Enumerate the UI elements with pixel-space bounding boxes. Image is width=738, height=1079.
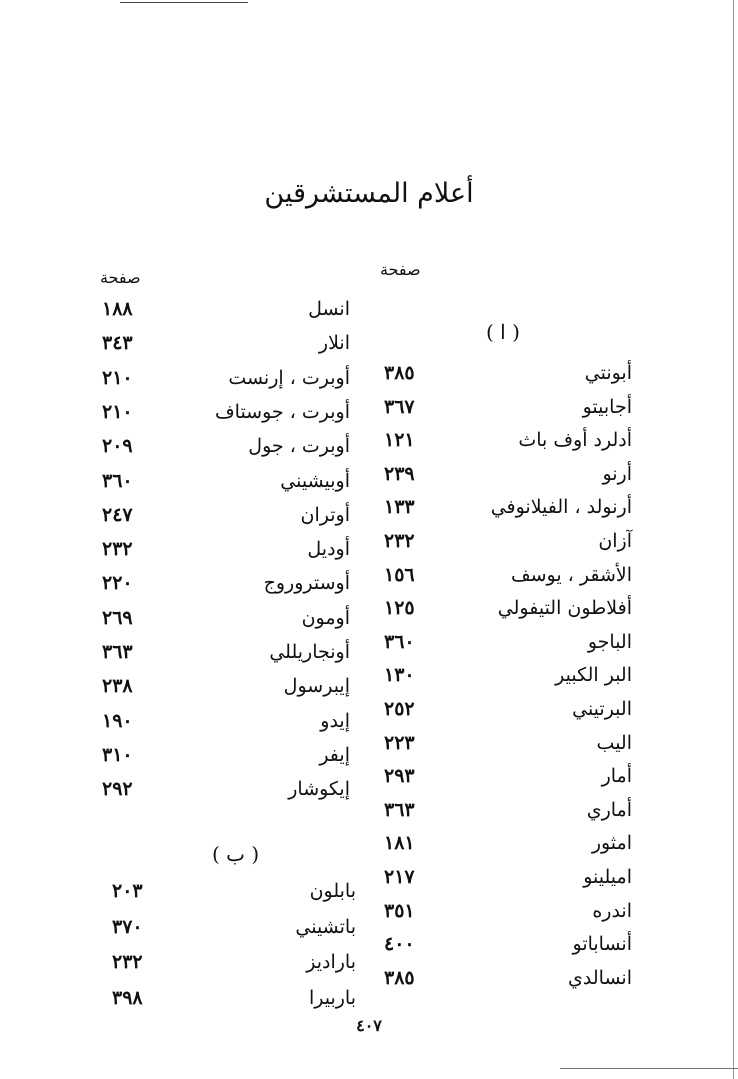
- right-column-entry-page: ١٣٠: [384, 664, 415, 687]
- right-column-entry-page: ٣٨٥: [384, 966, 415, 989]
- right-column-entry-page: ٣٨٥: [384, 362, 415, 384]
- scan-mark-top: [120, 2, 248, 3]
- right-column-entry-page: ٣٦٧: [384, 395, 415, 418]
- right-column-entry-name: البر الكبير: [555, 664, 632, 687]
- right-column-entry-name: البرتيني: [572, 698, 632, 720]
- left-column-a-entry-name: انلار: [318, 332, 350, 355]
- right-column-entry-name: اليب: [596, 731, 632, 754]
- right-column-entry-name: أجابيتو: [582, 395, 632, 418]
- column-head-left: صفحة: [100, 268, 141, 287]
- section-label-ba: ( ب ): [212, 842, 260, 866]
- right-column-entry-name: الباجو: [587, 630, 632, 653]
- left-column-a-entry-name: أوبرت ، جول: [248, 435, 350, 458]
- left-column-a-entry-page: ٢٩٢: [102, 778, 133, 801]
- column-head-right: صفحة: [380, 260, 421, 279]
- right-column-entry-name: آزان: [598, 530, 632, 552]
- right-column-entry-page: ٣٦٠: [384, 630, 415, 653]
- right-column-entry-page: ١٣٣: [384, 496, 415, 519]
- right-column-entry-name: الأشقر ، يوسف: [510, 563, 632, 586]
- right-column-entry-page: ٤٠٠: [384, 933, 415, 956]
- left-column-a-entry-name: إيبرسول: [283, 675, 350, 698]
- left-column-b-entry-name: بابلون: [309, 880, 356, 902]
- left-column-a-entry-page: ٣٦٣: [102, 641, 133, 663]
- left-column-a-entry-page: ٢١٠: [102, 366, 133, 389]
- left-column-a-entry-page: ٣٤٣: [102, 332, 133, 355]
- section-label-alif: ( ا ): [486, 320, 520, 344]
- right-column-entry-name: أماري: [586, 798, 632, 821]
- left-column-a-entry-page: ٣٦٠: [102, 469, 133, 492]
- left-column-b-entry-page: ٢٠٣: [112, 880, 143, 902]
- left-column-a-entry-name: أوبرت ، إرنست: [228, 366, 350, 389]
- right-column-entry-page: ٣٦٣: [384, 798, 415, 821]
- right-column-entry-name: أفلاطون التيفولي: [497, 597, 632, 620]
- left-column-a-entry-page: ٣١٠: [102, 743, 133, 766]
- right-column-entry-name: امثور: [591, 832, 632, 855]
- right-column-entry-page: ١٢٥: [384, 597, 415, 620]
- scan-mark-bottom: [560, 1068, 738, 1069]
- left-column-b-entry-name: باراديز: [306, 951, 356, 973]
- left-column-a-entry-page: ٢٢٠: [102, 572, 133, 595]
- left-column-b-entry-name: باربيرا: [308, 986, 356, 1009]
- left-column-b-entry-page: ٣٩٨: [112, 986, 143, 1009]
- left-column-a-entry-name: أوستروروج: [263, 572, 350, 595]
- right-column-entry-page: ٢٣٩: [384, 462, 415, 485]
- right-column-entry-name: أرنو: [602, 462, 632, 485]
- right-column-entry-name: أمار: [601, 765, 632, 788]
- left-column-a-entry-page: ٢٣٢: [102, 538, 133, 561]
- left-column-a-entry-name: إيكوشار: [288, 778, 350, 801]
- left-column-a-entry-page: ٢٤٧: [102, 503, 133, 526]
- right-column-entry-page: ٣٥١: [384, 899, 415, 922]
- right-column-entry-name: انسالدي: [568, 966, 632, 989]
- page-title: أعلام المستشرقين: [264, 178, 474, 209]
- left-column-b-entry-name: باتشيني: [295, 915, 356, 938]
- left-column-a-entry-name: أوديل: [307, 538, 350, 561]
- right-column-entry-page: ٢٥٢: [384, 698, 415, 720]
- right-column-entry-page: ٢٩٣: [384, 765, 415, 788]
- page-number: ٤٠٧: [356, 1016, 382, 1035]
- left-column-b-entry-page: ٢٣٢: [112, 951, 143, 973]
- right-column-entry-page: ٢١٧: [384, 866, 415, 888]
- left-column-a-entry-name: أومون: [301, 606, 350, 629]
- left-column-a-entry-name: إيدو: [320, 709, 350, 732]
- left-column-a-entry-name: أونجاريللي: [269, 641, 350, 663]
- scan-mark-right: [733, 0, 734, 1079]
- left-column-a-entry-page: ١٩٠: [102, 709, 133, 732]
- right-column-entry-name: اميلينو: [583, 866, 632, 888]
- right-column-entry-name: اندره: [592, 899, 632, 922]
- left-column-a-entry-page: ٢٣٨: [102, 675, 133, 698]
- right-column-entry-page: ١٥٦: [384, 563, 415, 586]
- left-column-a-entry-name: إيفر: [319, 743, 350, 766]
- left-column-a-entry-name: أوبيشيني: [280, 469, 350, 492]
- right-column-entry-name: أبونتي: [584, 362, 632, 384]
- right-column-entry-name: أنساباتو: [572, 933, 632, 956]
- left-column-a-entry-name: أوبرت ، جوستاف: [214, 400, 350, 423]
- left-column-a-entry-page: ٢١٠: [102, 400, 133, 423]
- left-column-a-entry-name: أوتران: [300, 503, 350, 526]
- left-column-a-entry-page: ٢٦٩: [102, 606, 133, 629]
- left-column-a-entry-page: ١٨٨: [102, 298, 133, 320]
- right-column-entry-name: أرنولد ، الفيلانوفي: [490, 496, 632, 519]
- left-column-a-entry-page: ٢٠٩: [102, 435, 133, 458]
- left-column-b-entry-page: ٣٧٠: [112, 915, 143, 938]
- right-column-entry-page: ٢٣٢: [384, 530, 415, 552]
- right-column-entry-name: أدلرد أوف باث: [518, 429, 632, 452]
- right-column-entry-page: ١٢١: [384, 429, 415, 452]
- right-column-entry-page: ٢٢٣: [384, 731, 415, 754]
- right-column-entry-page: ١٨١: [384, 832, 415, 855]
- left-column-a-entry-name: انسل: [308, 298, 350, 320]
